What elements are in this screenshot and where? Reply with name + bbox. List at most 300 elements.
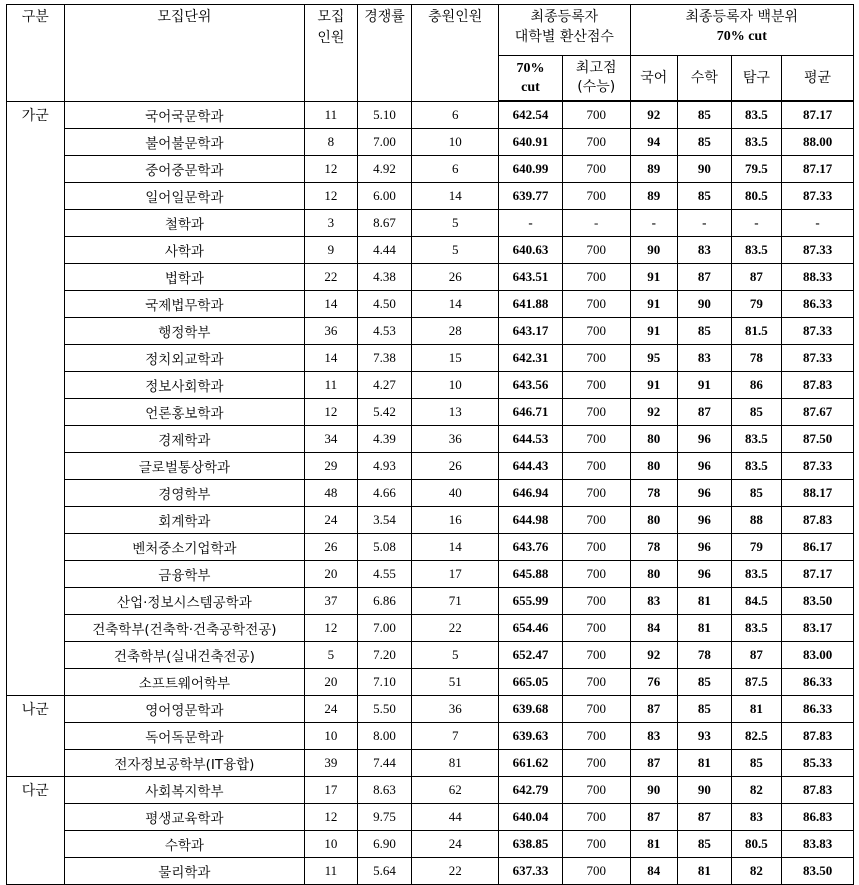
cell-unit: 산업·정보시스템공학과	[64, 588, 305, 615]
admission-results-table	[6, 4, 854, 885]
cell-korean: 80	[630, 561, 678, 588]
table-row	[7, 399, 854, 426]
cell-competition: 4.27	[357, 372, 412, 399]
cell-math: 90	[678, 156, 732, 183]
cell-inquiry: 85	[731, 750, 782, 777]
table-row	[7, 588, 854, 615]
cell-score-cut: 639.77	[499, 183, 563, 210]
cell-quota: 12	[305, 399, 358, 426]
cell-score-cut: 643.51	[499, 264, 563, 291]
cell-competition: 8.67	[357, 210, 412, 237]
cell-average: 87.83	[782, 723, 854, 750]
cell-competition: 5.10	[357, 101, 412, 129]
cell-additional: 22	[412, 858, 499, 885]
group-label: 다군	[7, 777, 65, 885]
header-percentile-cut: 70% cut	[716, 29, 767, 44]
cell-korean: 90	[630, 777, 678, 804]
cell-additional: 10	[412, 129, 499, 156]
header-math: 수학	[678, 56, 732, 102]
cell-score-cut: 644.53	[499, 426, 563, 453]
table-row	[7, 750, 854, 777]
cell-additional: 10	[412, 372, 499, 399]
cell-score-max: 700	[562, 858, 630, 885]
table-row	[7, 534, 854, 561]
cell-quota: 22	[305, 264, 358, 291]
cell-quota: 34	[305, 426, 358, 453]
cell-math: 81	[678, 750, 732, 777]
cell-average: 87.67	[782, 399, 854, 426]
table-row	[7, 615, 854, 642]
cell-score-cut: 640.04	[499, 804, 563, 831]
cell-inquiry: 83	[731, 804, 782, 831]
cell-korean: 84	[630, 858, 678, 885]
header-additional: 충원인원	[412, 5, 499, 102]
table-row	[7, 696, 854, 723]
cell-inquiry: 82	[731, 858, 782, 885]
cell-score-max: 700	[562, 399, 630, 426]
cell-inquiry: 87	[731, 642, 782, 669]
cell-additional: 62	[412, 777, 499, 804]
table-row	[7, 804, 854, 831]
cell-score-cut: 645.88	[499, 561, 563, 588]
table-row	[7, 507, 854, 534]
header-division: 구분	[7, 5, 65, 102]
cell-math: 85	[678, 183, 732, 210]
cell-additional: 36	[412, 426, 499, 453]
cell-inquiry: 80.5	[731, 831, 782, 858]
cell-quota: 20	[305, 561, 358, 588]
cell-score-max: 700	[562, 237, 630, 264]
cell-unit: 사학과	[64, 237, 305, 264]
cell-average: 87.33	[782, 237, 854, 264]
cell-math: 85	[678, 831, 732, 858]
table-row	[7, 210, 854, 237]
cell-additional: 6	[412, 156, 499, 183]
cell-korean: 91	[630, 291, 678, 318]
cell-unit: 정보사회학과	[64, 372, 305, 399]
cell-korean: 87	[630, 750, 678, 777]
cell-unit: 중어중문학과	[64, 156, 305, 183]
cell-korean: 87	[630, 696, 678, 723]
cell-additional: 14	[412, 291, 499, 318]
cell-math: 87	[678, 804, 732, 831]
cell-quota: 10	[305, 831, 358, 858]
cell-additional: 71	[412, 588, 499, 615]
cell-additional: 5	[412, 642, 499, 669]
cell-quota: 12	[305, 615, 358, 642]
cell-quota: 3	[305, 210, 358, 237]
cell-average: -	[782, 210, 854, 237]
header-average: 평균	[782, 56, 854, 102]
cell-unit: 철학과	[64, 210, 305, 237]
cell-inquiry: 79	[731, 291, 782, 318]
cell-score-cut: 638.85	[499, 831, 563, 858]
cell-score-cut: 655.99	[499, 588, 563, 615]
cell-korean: 91	[630, 264, 678, 291]
cell-unit: 경영학부	[64, 480, 305, 507]
cell-quota: 39	[305, 750, 358, 777]
cell-score-max: 700	[562, 129, 630, 156]
cell-additional: 24	[412, 831, 499, 858]
cell-math: 85	[678, 669, 732, 696]
table-row	[7, 237, 854, 264]
cell-score-max: 700	[562, 345, 630, 372]
cell-inquiry: 78	[731, 345, 782, 372]
cell-score-cut: 652.47	[499, 642, 563, 669]
cell-unit: 글로벌통상학과	[64, 453, 305, 480]
table-row	[7, 669, 854, 696]
cell-quota: 12	[305, 804, 358, 831]
cell-quota: 11	[305, 372, 358, 399]
cell-math: 96	[678, 561, 732, 588]
table-row	[7, 642, 854, 669]
table-body	[7, 101, 854, 885]
header-percentile-group	[630, 5, 853, 56]
cell-competition: 6.90	[357, 831, 412, 858]
cell-inquiry: 85	[731, 480, 782, 507]
cell-additional: 7	[412, 723, 499, 750]
cell-competition: 6.86	[357, 588, 412, 615]
cell-score-max: 700	[562, 534, 630, 561]
cell-average: 87.17	[782, 156, 854, 183]
cell-average: 87.17	[782, 561, 854, 588]
cell-korean: 80	[630, 507, 678, 534]
table-row	[7, 426, 854, 453]
cell-score-max: 700	[562, 183, 630, 210]
table-row	[7, 129, 854, 156]
cell-additional: 5	[412, 237, 499, 264]
cell-additional: 28	[412, 318, 499, 345]
cell-inquiry: 88	[731, 507, 782, 534]
cell-score-max: 700	[562, 372, 630, 399]
cell-score-max: 700	[562, 453, 630, 480]
cell-score-max: 700	[562, 804, 630, 831]
cell-additional: 6	[412, 101, 499, 129]
cell-quota: 48	[305, 480, 358, 507]
cell-score-max: 700	[562, 264, 630, 291]
cell-additional: 22	[412, 615, 499, 642]
cell-math: 83	[678, 345, 732, 372]
cell-korean: 92	[630, 399, 678, 426]
cell-quota: 17	[305, 777, 358, 804]
cell-score-cut: 661.62	[499, 750, 563, 777]
cell-korean: 89	[630, 156, 678, 183]
header-competition: 경쟁률	[357, 5, 412, 102]
cell-math: 93	[678, 723, 732, 750]
cell-math: 96	[678, 426, 732, 453]
cell-korean: 78	[630, 534, 678, 561]
cell-score-cut: 644.43	[499, 453, 563, 480]
cell-quota: 20	[305, 669, 358, 696]
cell-score-cut: 654.46	[499, 615, 563, 642]
cell-unit: 수학과	[64, 831, 305, 858]
cell-math: 96	[678, 453, 732, 480]
cell-inquiry: 80.5	[731, 183, 782, 210]
cell-additional: 5	[412, 210, 499, 237]
cell-korean: 92	[630, 101, 678, 129]
header-korean: 국어	[630, 56, 678, 102]
cell-additional: 26	[412, 453, 499, 480]
cell-additional: 81	[412, 750, 499, 777]
cell-math: 85	[678, 101, 732, 129]
cell-inquiry: 82.5	[731, 723, 782, 750]
cell-quota: 11	[305, 101, 358, 129]
cell-score-max: 700	[562, 642, 630, 669]
cell-score-max: 700	[562, 750, 630, 777]
cell-average: 86.33	[782, 696, 854, 723]
cell-average: 87.17	[782, 101, 854, 129]
cell-average: 83.00	[782, 642, 854, 669]
cell-competition: 4.66	[357, 480, 412, 507]
cell-additional: 15	[412, 345, 499, 372]
cell-korean: 80	[630, 453, 678, 480]
cell-score-cut: 646.71	[499, 399, 563, 426]
cell-unit: 경제학과	[64, 426, 305, 453]
cell-korean: 78	[630, 480, 678, 507]
table-row	[7, 831, 854, 858]
cell-average: 83.17	[782, 615, 854, 642]
cell-score-cut: 641.88	[499, 291, 563, 318]
cell-score-max: 700	[562, 669, 630, 696]
cell-average: 88.17	[782, 480, 854, 507]
table-row	[7, 291, 854, 318]
cell-average: 87.50	[782, 426, 854, 453]
cell-competition: 4.93	[357, 453, 412, 480]
cell-average: 87.83	[782, 507, 854, 534]
cell-unit: 불어불문학과	[64, 129, 305, 156]
cell-average: 86.83	[782, 804, 854, 831]
table-row	[7, 264, 854, 291]
cell-math: 87	[678, 264, 732, 291]
cell-korean: 83	[630, 723, 678, 750]
cell-inquiry: 83.5	[731, 101, 782, 129]
cell-quota: 12	[305, 156, 358, 183]
cell-math: 90	[678, 291, 732, 318]
cell-competition: 3.54	[357, 507, 412, 534]
cell-score-max: 700	[562, 156, 630, 183]
cell-score-max: 700	[562, 615, 630, 642]
header-score-cut: 70% cut	[499, 56, 563, 102]
cell-competition: 4.39	[357, 426, 412, 453]
cell-unit: 전자정보공학부(IT융합)	[64, 750, 305, 777]
cell-average: 87.33	[782, 318, 854, 345]
header-percentile-title: 최종등록자 백분위	[685, 9, 799, 25]
cell-korean: 95	[630, 345, 678, 372]
cell-competition: 7.44	[357, 750, 412, 777]
cell-average: 87.83	[782, 777, 854, 804]
cell-score-cut: 642.79	[499, 777, 563, 804]
cell-inquiry: 83.5	[731, 237, 782, 264]
cell-competition: 8.00	[357, 723, 412, 750]
cell-additional: 51	[412, 669, 499, 696]
cell-competition: 4.53	[357, 318, 412, 345]
cell-quota: 36	[305, 318, 358, 345]
cell-competition: 9.75	[357, 804, 412, 831]
cell-unit: 정치외교학과	[64, 345, 305, 372]
cell-competition: 4.55	[357, 561, 412, 588]
cell-inquiry: 81.5	[731, 318, 782, 345]
table-row	[7, 453, 854, 480]
cell-additional: 40	[412, 480, 499, 507]
cell-additional: 14	[412, 534, 499, 561]
cell-competition: 8.63	[357, 777, 412, 804]
cell-inquiry: -	[731, 210, 782, 237]
cell-quota: 24	[305, 507, 358, 534]
cell-quota: 24	[305, 696, 358, 723]
cell-unit: 회계학과	[64, 507, 305, 534]
cell-unit: 국어국문학과	[64, 101, 305, 129]
table-row	[7, 561, 854, 588]
cell-unit: 일어일문학과	[64, 183, 305, 210]
table-row	[7, 345, 854, 372]
cell-korean: 92	[630, 642, 678, 669]
cell-unit: 행정학부	[64, 318, 305, 345]
cell-competition: 7.10	[357, 669, 412, 696]
cell-competition: 7.00	[357, 615, 412, 642]
header-unit: 모집단위	[64, 5, 305, 102]
header-quota: 모집 인원	[305, 5, 358, 102]
cell-competition: 5.50	[357, 696, 412, 723]
cell-score-cut: 665.05	[499, 669, 563, 696]
cell-math: 83	[678, 237, 732, 264]
cell-score-cut: 640.91	[499, 129, 563, 156]
cell-score-cut: 642.54	[499, 101, 563, 129]
cell-korean: 84	[630, 615, 678, 642]
cell-score-cut: 642.31	[499, 345, 563, 372]
cell-korean: 80	[630, 426, 678, 453]
cell-unit: 건축학부(실내건축전공)	[64, 642, 305, 669]
group-label: 가군	[7, 101, 65, 696]
cell-korean: 81	[630, 831, 678, 858]
cell-score-cut: 639.68	[499, 696, 563, 723]
cell-average: 85.33	[782, 750, 854, 777]
cell-score-max: 700	[562, 831, 630, 858]
cell-score-cut: 644.98	[499, 507, 563, 534]
cell-competition: 5.42	[357, 399, 412, 426]
cell-competition: 4.44	[357, 237, 412, 264]
cell-math: 85	[678, 696, 732, 723]
cell-score-max: 700	[562, 561, 630, 588]
cell-unit: 건축학부(건축학·건축공학전공)	[64, 615, 305, 642]
cell-score-max: 700	[562, 723, 630, 750]
cell-additional: 13	[412, 399, 499, 426]
cell-quota: 9	[305, 237, 358, 264]
cell-unit: 금융학부	[64, 561, 305, 588]
cell-score-cut: 637.33	[499, 858, 563, 885]
table-row	[7, 372, 854, 399]
cell-unit: 벤처중소기업학과	[64, 534, 305, 561]
cell-inquiry: 79	[731, 534, 782, 561]
table-row	[7, 723, 854, 750]
cell-inquiry: 83.5	[731, 615, 782, 642]
cell-score-max: -	[562, 210, 630, 237]
cell-math: 81	[678, 588, 732, 615]
cell-korean: 94	[630, 129, 678, 156]
cell-unit: 법학과	[64, 264, 305, 291]
cell-average: 87.83	[782, 372, 854, 399]
cell-score-max: 700	[562, 507, 630, 534]
cell-inquiry: 83.5	[731, 426, 782, 453]
cell-math: 85	[678, 129, 732, 156]
table-row	[7, 777, 854, 804]
cell-quota: 14	[305, 291, 358, 318]
table-row	[7, 480, 854, 507]
cell-inquiry: 79.5	[731, 156, 782, 183]
cell-score-cut: 640.63	[499, 237, 563, 264]
cell-quota: 12	[305, 183, 358, 210]
cell-competition: 5.64	[357, 858, 412, 885]
cell-score-max: 700	[562, 426, 630, 453]
cell-average: 87.33	[782, 345, 854, 372]
cell-unit: 영어영문학과	[64, 696, 305, 723]
cell-average: 86.17	[782, 534, 854, 561]
group-label: 나군	[7, 696, 65, 777]
cell-competition: 4.38	[357, 264, 412, 291]
cell-score-cut: 640.99	[499, 156, 563, 183]
cell-average: 87.33	[782, 453, 854, 480]
cell-score-max: 700	[562, 777, 630, 804]
cell-korean: 89	[630, 183, 678, 210]
cell-quota: 14	[305, 345, 358, 372]
cell-competition: 7.00	[357, 129, 412, 156]
cell-math: 81	[678, 858, 732, 885]
table-row	[7, 101, 854, 129]
cell-quota: 5	[305, 642, 358, 669]
cell-korean: 90	[630, 237, 678, 264]
cell-average: 83.50	[782, 588, 854, 615]
cell-korean: 87	[630, 804, 678, 831]
cell-korean: 83	[630, 588, 678, 615]
cell-math: 85	[678, 318, 732, 345]
cell-unit: 평생교육학과	[64, 804, 305, 831]
cell-unit: 사회복지학부	[64, 777, 305, 804]
cell-quota: 37	[305, 588, 358, 615]
cell-math: 78	[678, 642, 732, 669]
cell-average: 86.33	[782, 669, 854, 696]
cell-additional: 36	[412, 696, 499, 723]
cell-korean: 76	[630, 669, 678, 696]
cell-inquiry: 83.5	[731, 561, 782, 588]
cell-unit: 물리학과	[64, 858, 305, 885]
cell-math: -	[678, 210, 732, 237]
header-score-max: 최고점 (수능)	[562, 56, 630, 102]
cell-average: 88.33	[782, 264, 854, 291]
cell-quota: 26	[305, 534, 358, 561]
cell-score-cut: -	[499, 210, 563, 237]
cell-score-cut: 643.76	[499, 534, 563, 561]
cell-math: 90	[678, 777, 732, 804]
cell-average: 83.50	[782, 858, 854, 885]
table-row	[7, 156, 854, 183]
cell-math: 96	[678, 507, 732, 534]
cell-competition: 7.20	[357, 642, 412, 669]
cell-score-max: 700	[562, 291, 630, 318]
cell-inquiry: 87.5	[731, 669, 782, 696]
cell-inquiry: 83.5	[731, 129, 782, 156]
cell-average: 86.33	[782, 291, 854, 318]
cell-score-max: 700	[562, 696, 630, 723]
cell-competition: 6.00	[357, 183, 412, 210]
cell-competition: 5.08	[357, 534, 412, 561]
cell-unit: 소프트웨어학부	[64, 669, 305, 696]
table-row	[7, 858, 854, 885]
cell-score-cut: 643.56	[499, 372, 563, 399]
cell-unit: 언론홍보학과	[64, 399, 305, 426]
cell-average: 88.00	[782, 129, 854, 156]
cell-competition: 4.50	[357, 291, 412, 318]
cell-additional: 26	[412, 264, 499, 291]
cell-math: 96	[678, 534, 732, 561]
